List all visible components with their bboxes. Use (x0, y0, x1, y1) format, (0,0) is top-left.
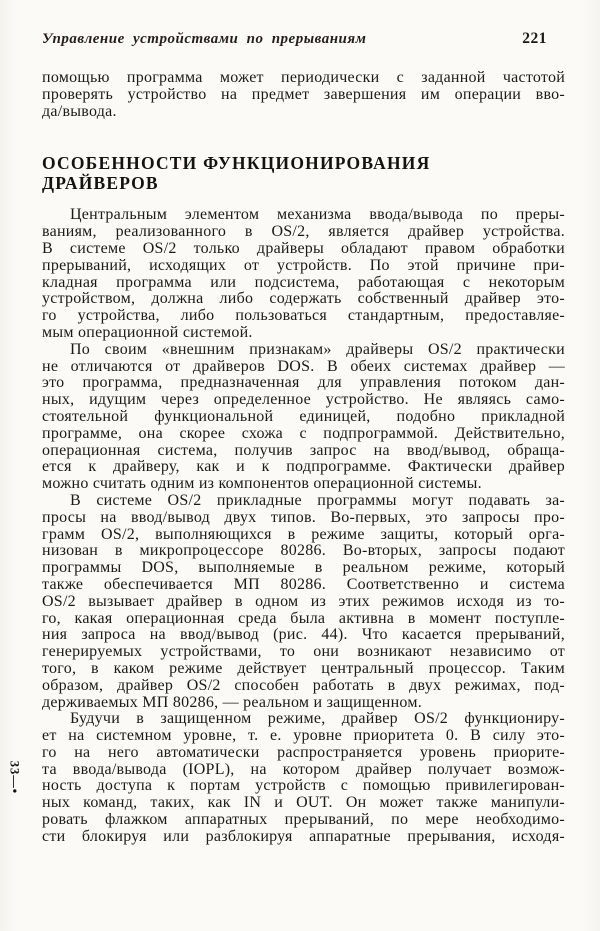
text-line: ность доступа к портам устройств с помощью привилегирован- (42, 777, 565, 795)
text-line: проверять устройство на предмет завершения им операции вво- (42, 85, 565, 103)
text-line: образом, драйвер OS/2 способен работать в двух режимах, под- (42, 676, 565, 694)
text-line: мым операционной системой. (42, 323, 253, 341)
text-line: Будучи в защищенном режиме, драйвер OS/2 функциониру- (70, 710, 565, 728)
text-line: генерируемых устройствами, то они возникают независимо от (42, 643, 565, 661)
paragraph (42, 70, 565, 120)
text-line: это программа, предназначенная для управления потоком дан- (42, 374, 565, 392)
signature-mark: 33—• (7, 760, 22, 795)
text-line: Центральным элементом механизма ввода/вывода по преры- (70, 206, 565, 224)
text-line: прерываний, исходящих от устройств. По этой причине при- (42, 256, 565, 274)
text-line: кладная программа или подсистема, работающая с некоторым (42, 273, 565, 291)
text-line: ных команд, таких, как IN и OUT. Он может также манипули- (42, 794, 565, 812)
text-line: стоятельной функциональной единицей, подобно прикладной (42, 407, 565, 425)
text-line: можно считать одним из компонентов операционной системы. (42, 475, 482, 493)
paragraph (42, 342, 565, 493)
text-line: ет на системном уровне, т. е. уровне приоритета 0. В силу это- (42, 727, 565, 745)
text-line: просы на ввод/вывод двух типов. Во-первых, это запросы про- (42, 508, 565, 526)
text-line: программе, она скорее схожа с подпрограммой. Действительно, (42, 424, 565, 442)
text-line: низован в микропроцессоре 80286. Во-вторых, запросы подают (42, 542, 565, 560)
text-line: сти блокируя или разблокируя аппаратные прерывания, исходя- (42, 827, 565, 845)
text-line: го устройства, либо пользоваться стандартным, предоставляе- (42, 307, 565, 325)
text-line: По своим «внешним признакам» драйверы OS/2 практически (70, 340, 565, 358)
running-head (42, 30, 565, 48)
text-line: устройством, должна либо содержать собственный драйвер это- (42, 290, 565, 308)
text-line: не отличаются от драйверов DOS. В обеих системах драйвер — (42, 357, 565, 375)
text-line: того, в каком режиме действует центральный процессор. Таким (42, 659, 565, 677)
paragraph (42, 207, 565, 341)
text-line: держиваемых МП 80286, — реальном и защищенном. (42, 693, 422, 711)
text-line: да/вывода. (42, 102, 117, 120)
text-line: ваниям, реализованного в OS/2, является драйвер устройства. (42, 223, 565, 241)
text-line: помощью программа может периодически с заданной частотой (42, 69, 565, 86)
section-heading (42, 153, 565, 193)
paragraph (42, 493, 565, 711)
text-line: ных, идущим через определенное устройство. Не являясь само- (42, 391, 565, 409)
text-line: ния запроса на ввод/вывод (рис. 44). Что касается прерываний, (42, 626, 565, 644)
running-head-title: Управление устройствами по прерываниям (42, 31, 367, 47)
text-line: грамм OS/2, выполняющихся в режиме защиты, который орга- (42, 525, 565, 543)
section-heading-line: ОСОБЕННОСТИ ФУНКЦИОНИРОВАНИЯ (42, 153, 431, 174)
text-line: также обеспечивается МП 80286. Соответственно и система (42, 575, 565, 593)
paragraph (42, 711, 565, 845)
text-line: В системе OS/2 только драйверы обладают правом обработки (42, 239, 565, 257)
text-line: го на него автоматически распространяется уровень приорите- (42, 743, 565, 761)
text-line: ровать флажком аппаратных прерываний, по мере необходимо- (42, 811, 565, 829)
text-line: операционная система, получив запрос на ввод/вывод, обраща- (42, 441, 565, 459)
text-line: та ввода/вывода (IOPL), на котором драйвер получает возмож- (42, 760, 565, 778)
text-line: OS/2 вызывает драйвер в одном из этих режимов исходя из то- (42, 592, 565, 610)
section-heading-line: ДРАЙВЕРОВ (42, 173, 159, 194)
text-line: ется к драйверу, как и к подпрограмме. Фактически драйвер (42, 458, 565, 476)
page-number: 221 (522, 30, 547, 47)
text-line: В системе OS/2 прикладные программы могут подавать за- (70, 491, 565, 509)
page-body (42, 70, 565, 846)
text-line: го, какая операционная среда была активна в момент поступле- (42, 609, 565, 627)
text-line: программы DOS, выполняемые в реальном режиме, который (42, 559, 565, 577)
